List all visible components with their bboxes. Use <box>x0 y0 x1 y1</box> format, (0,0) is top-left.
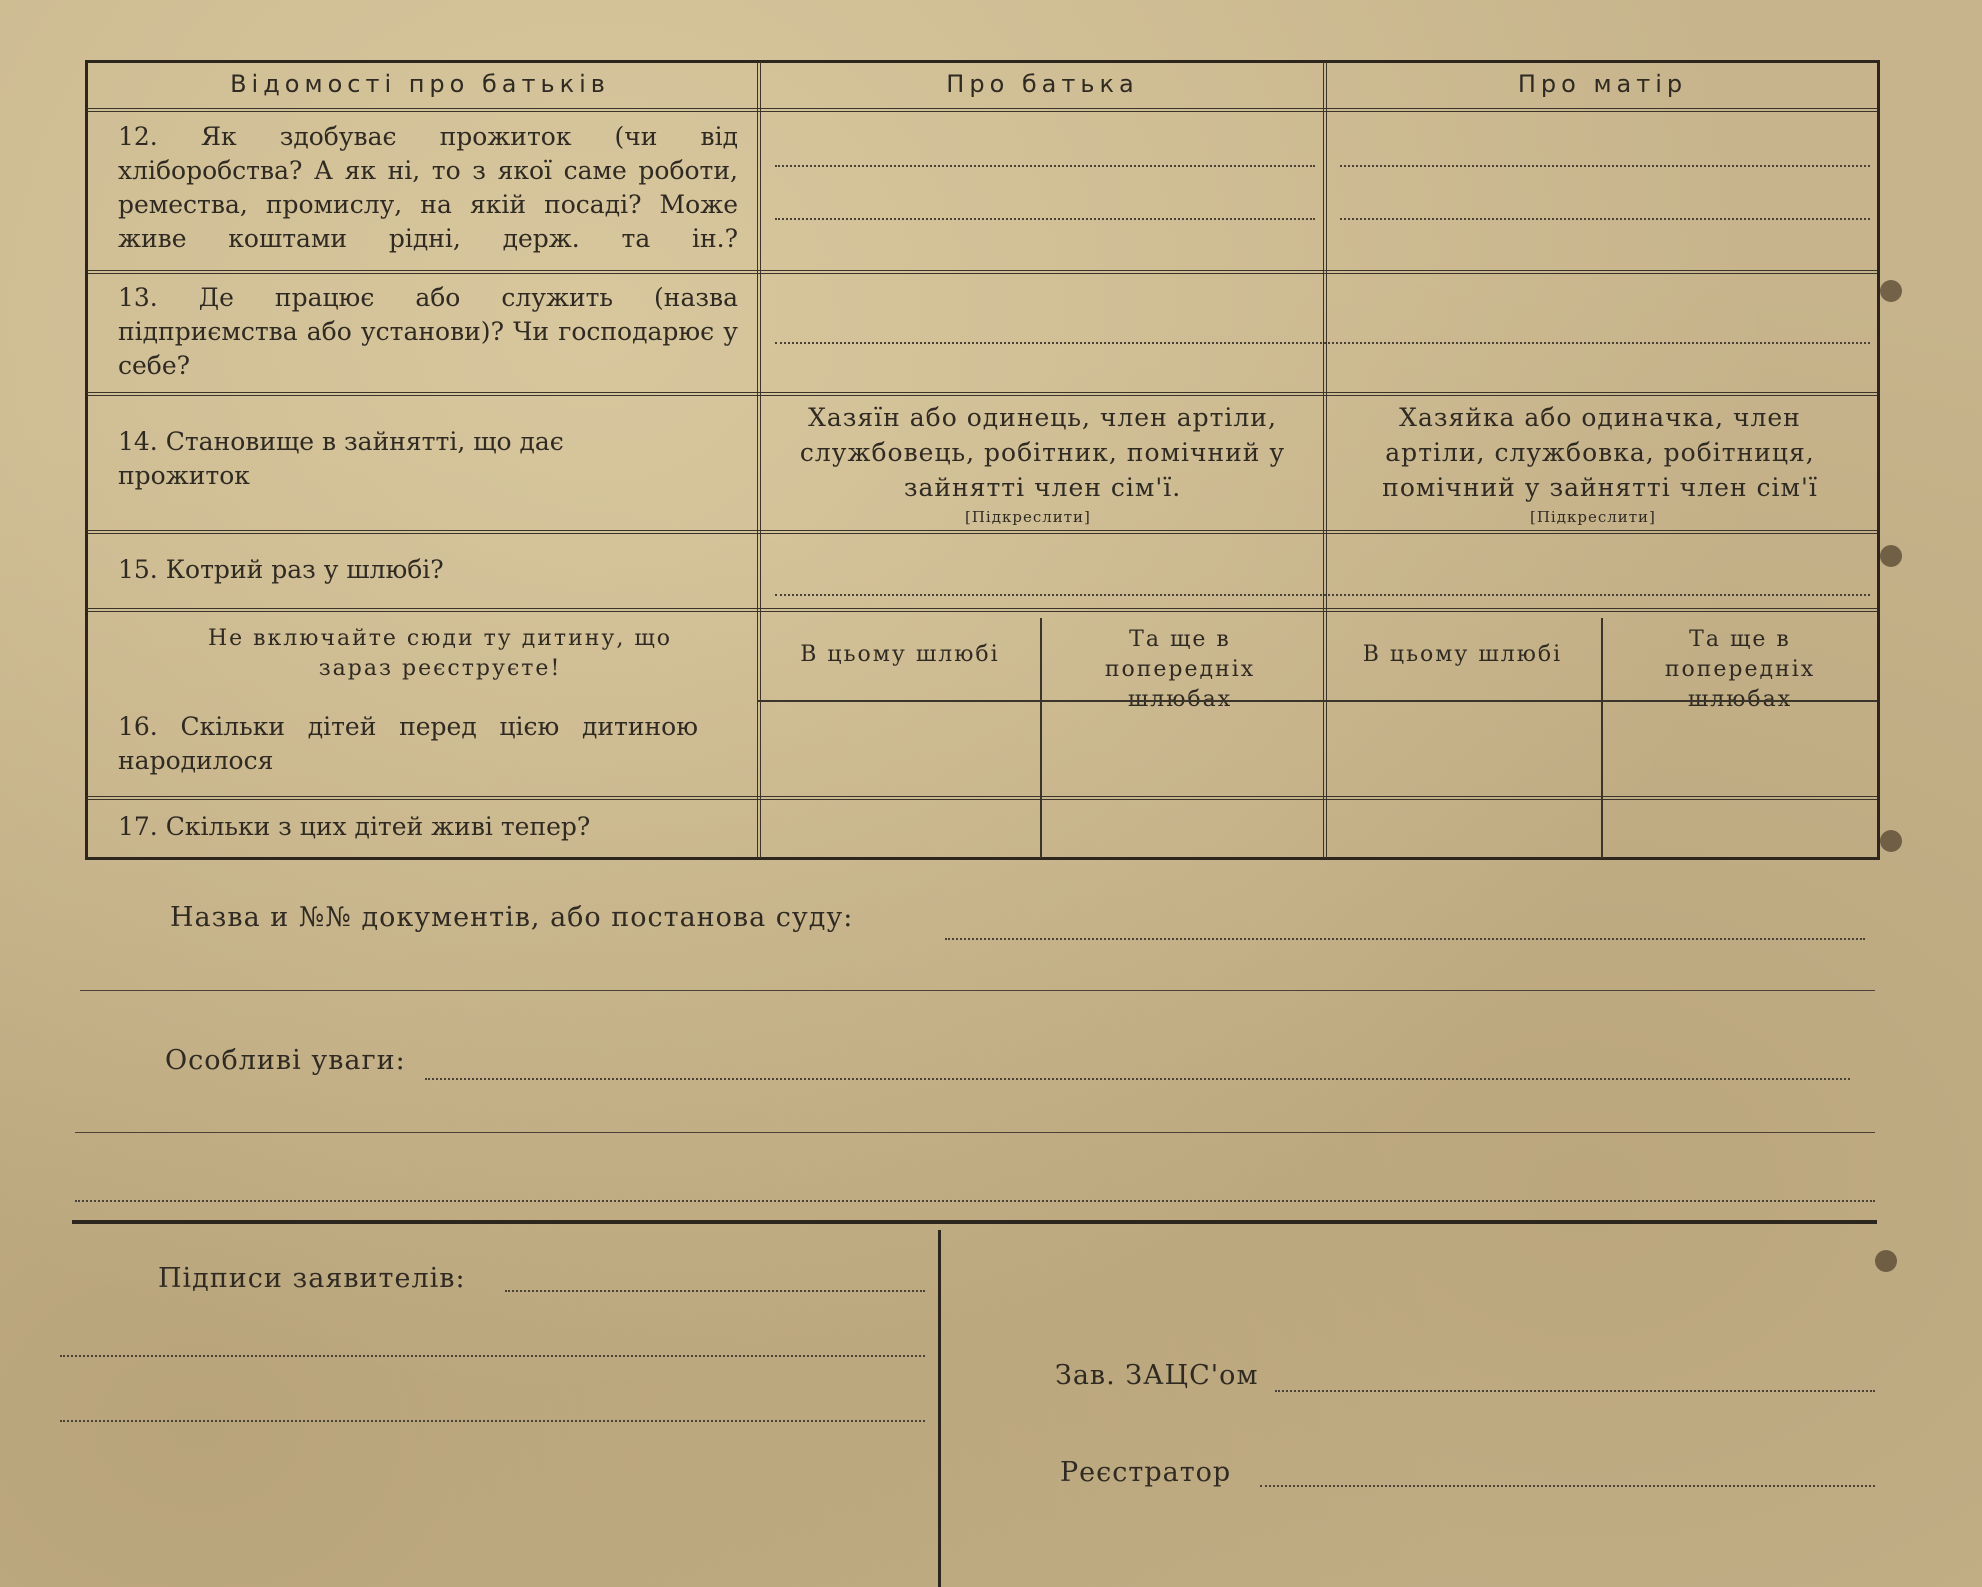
q12-mother-line-1 <box>1340 165 1870 167</box>
q16-subheader-rule <box>757 700 1877 702</box>
q16-mother-this-marriage: В цьому шлюбі <box>1362 642 1563 667</box>
question-17: 17. Скільки з цих дітей живі тепер? <box>118 812 591 841</box>
documents-label: Назва и №№ документів, або постанова суду: <box>170 902 854 933</box>
signatures-separator <box>72 1220 1877 1224</box>
header-father: Про батька <box>946 70 1139 98</box>
applicants-line-3 <box>60 1420 925 1422</box>
question-15: 15. Котрий раз у шлюбі? <box>118 555 444 584</box>
binder-hole <box>1880 280 1902 302</box>
q16-father-this-marriage: В цьому шлюбі <box>800 642 1000 667</box>
question-16: 16. Скільки дітей перед цією дитиною народилося <box>118 712 698 775</box>
col-divider-1 <box>757 62 761 858</box>
header-info: Відомості про батьків <box>230 70 610 98</box>
question-13: 13. Де працює або служить (назва підприємства або установи)? Чи господарює у себе? <box>118 283 738 380</box>
remarks-line-2 <box>75 1132 1875 1133</box>
row-14-rule <box>87 530 1877 534</box>
binder-hole <box>1875 1250 1897 1272</box>
q15-answer-line <box>775 594 1870 596</box>
binder-hole <box>1880 830 1902 852</box>
header-mother: Про матір <box>1517 70 1688 98</box>
q12-mother-line-2 <box>1340 218 1870 220</box>
col-divider-2 <box>1323 62 1327 858</box>
sub-col-divider-mother <box>1601 618 1603 858</box>
applicants-line-1 <box>505 1290 925 1292</box>
row-15-rule <box>87 608 1877 612</box>
question-12: 12. Як здобуває прожиток (чи від хліборобства? А як ні, то з якої саме роботи, ремества, промислу, на якій посаді? Може живе коштами рідні, держ. та ін.? <box>118 122 738 253</box>
documents-line-1 <box>945 938 1865 940</box>
q14-mother-note: [Підкреслити] <box>1530 508 1656 526</box>
signatures-divider <box>938 1230 941 1587</box>
zags-head-label: Зав. ЗАЦС'ом <box>1055 1360 1259 1391</box>
q13-answer-line <box>775 342 1870 344</box>
remarks-line-3 <box>75 1200 1875 1202</box>
q12-father-line-1 <box>775 165 1315 167</box>
q16-mother-previous: Та ще в попередніх шлюбах <box>1664 627 1816 712</box>
registrar-label: Реєстратор <box>1060 1457 1232 1488</box>
remarks-label: Особливі уваги: <box>165 1045 406 1076</box>
sub-col-divider-father <box>1040 618 1042 858</box>
question-14: 14. Становище в зайнятті, що дає прожиток <box>118 427 564 490</box>
q14-mother-options: Хазяйка або одиначка, член артіли, службовка, робітниця, помічний у зайнятті член сім'ї <box>1382 403 1818 502</box>
row-12-rule <box>87 270 1877 274</box>
q14-father-note: [Підкреслити] <box>965 508 1091 526</box>
header-rule <box>87 108 1877 112</box>
q16-father-previous: Та ще в попередніх шлюбах <box>1104 627 1256 712</box>
applicants-line-2 <box>60 1355 925 1357</box>
documents-line-2 <box>80 990 1875 991</box>
binder-hole <box>1880 545 1902 567</box>
q12-father-line-2 <box>775 218 1315 220</box>
q16-note: Не включайте сюди ту дитину, що зараз реєструєте! <box>207 626 673 681</box>
registrar-line <box>1260 1485 1875 1487</box>
row-16-rule <box>87 796 1877 800</box>
applicants-signatures-label: Підписи заявителів: <box>158 1263 466 1294</box>
q14-father-options: Хазяїн або одинець, член артіли, службовець, робітник, помічний у зайнятті член сім'ї. <box>799 403 1286 502</box>
remarks-line-1 <box>425 1078 1850 1080</box>
zags-head-line <box>1275 1390 1875 1392</box>
row-13-rule <box>87 392 1877 396</box>
